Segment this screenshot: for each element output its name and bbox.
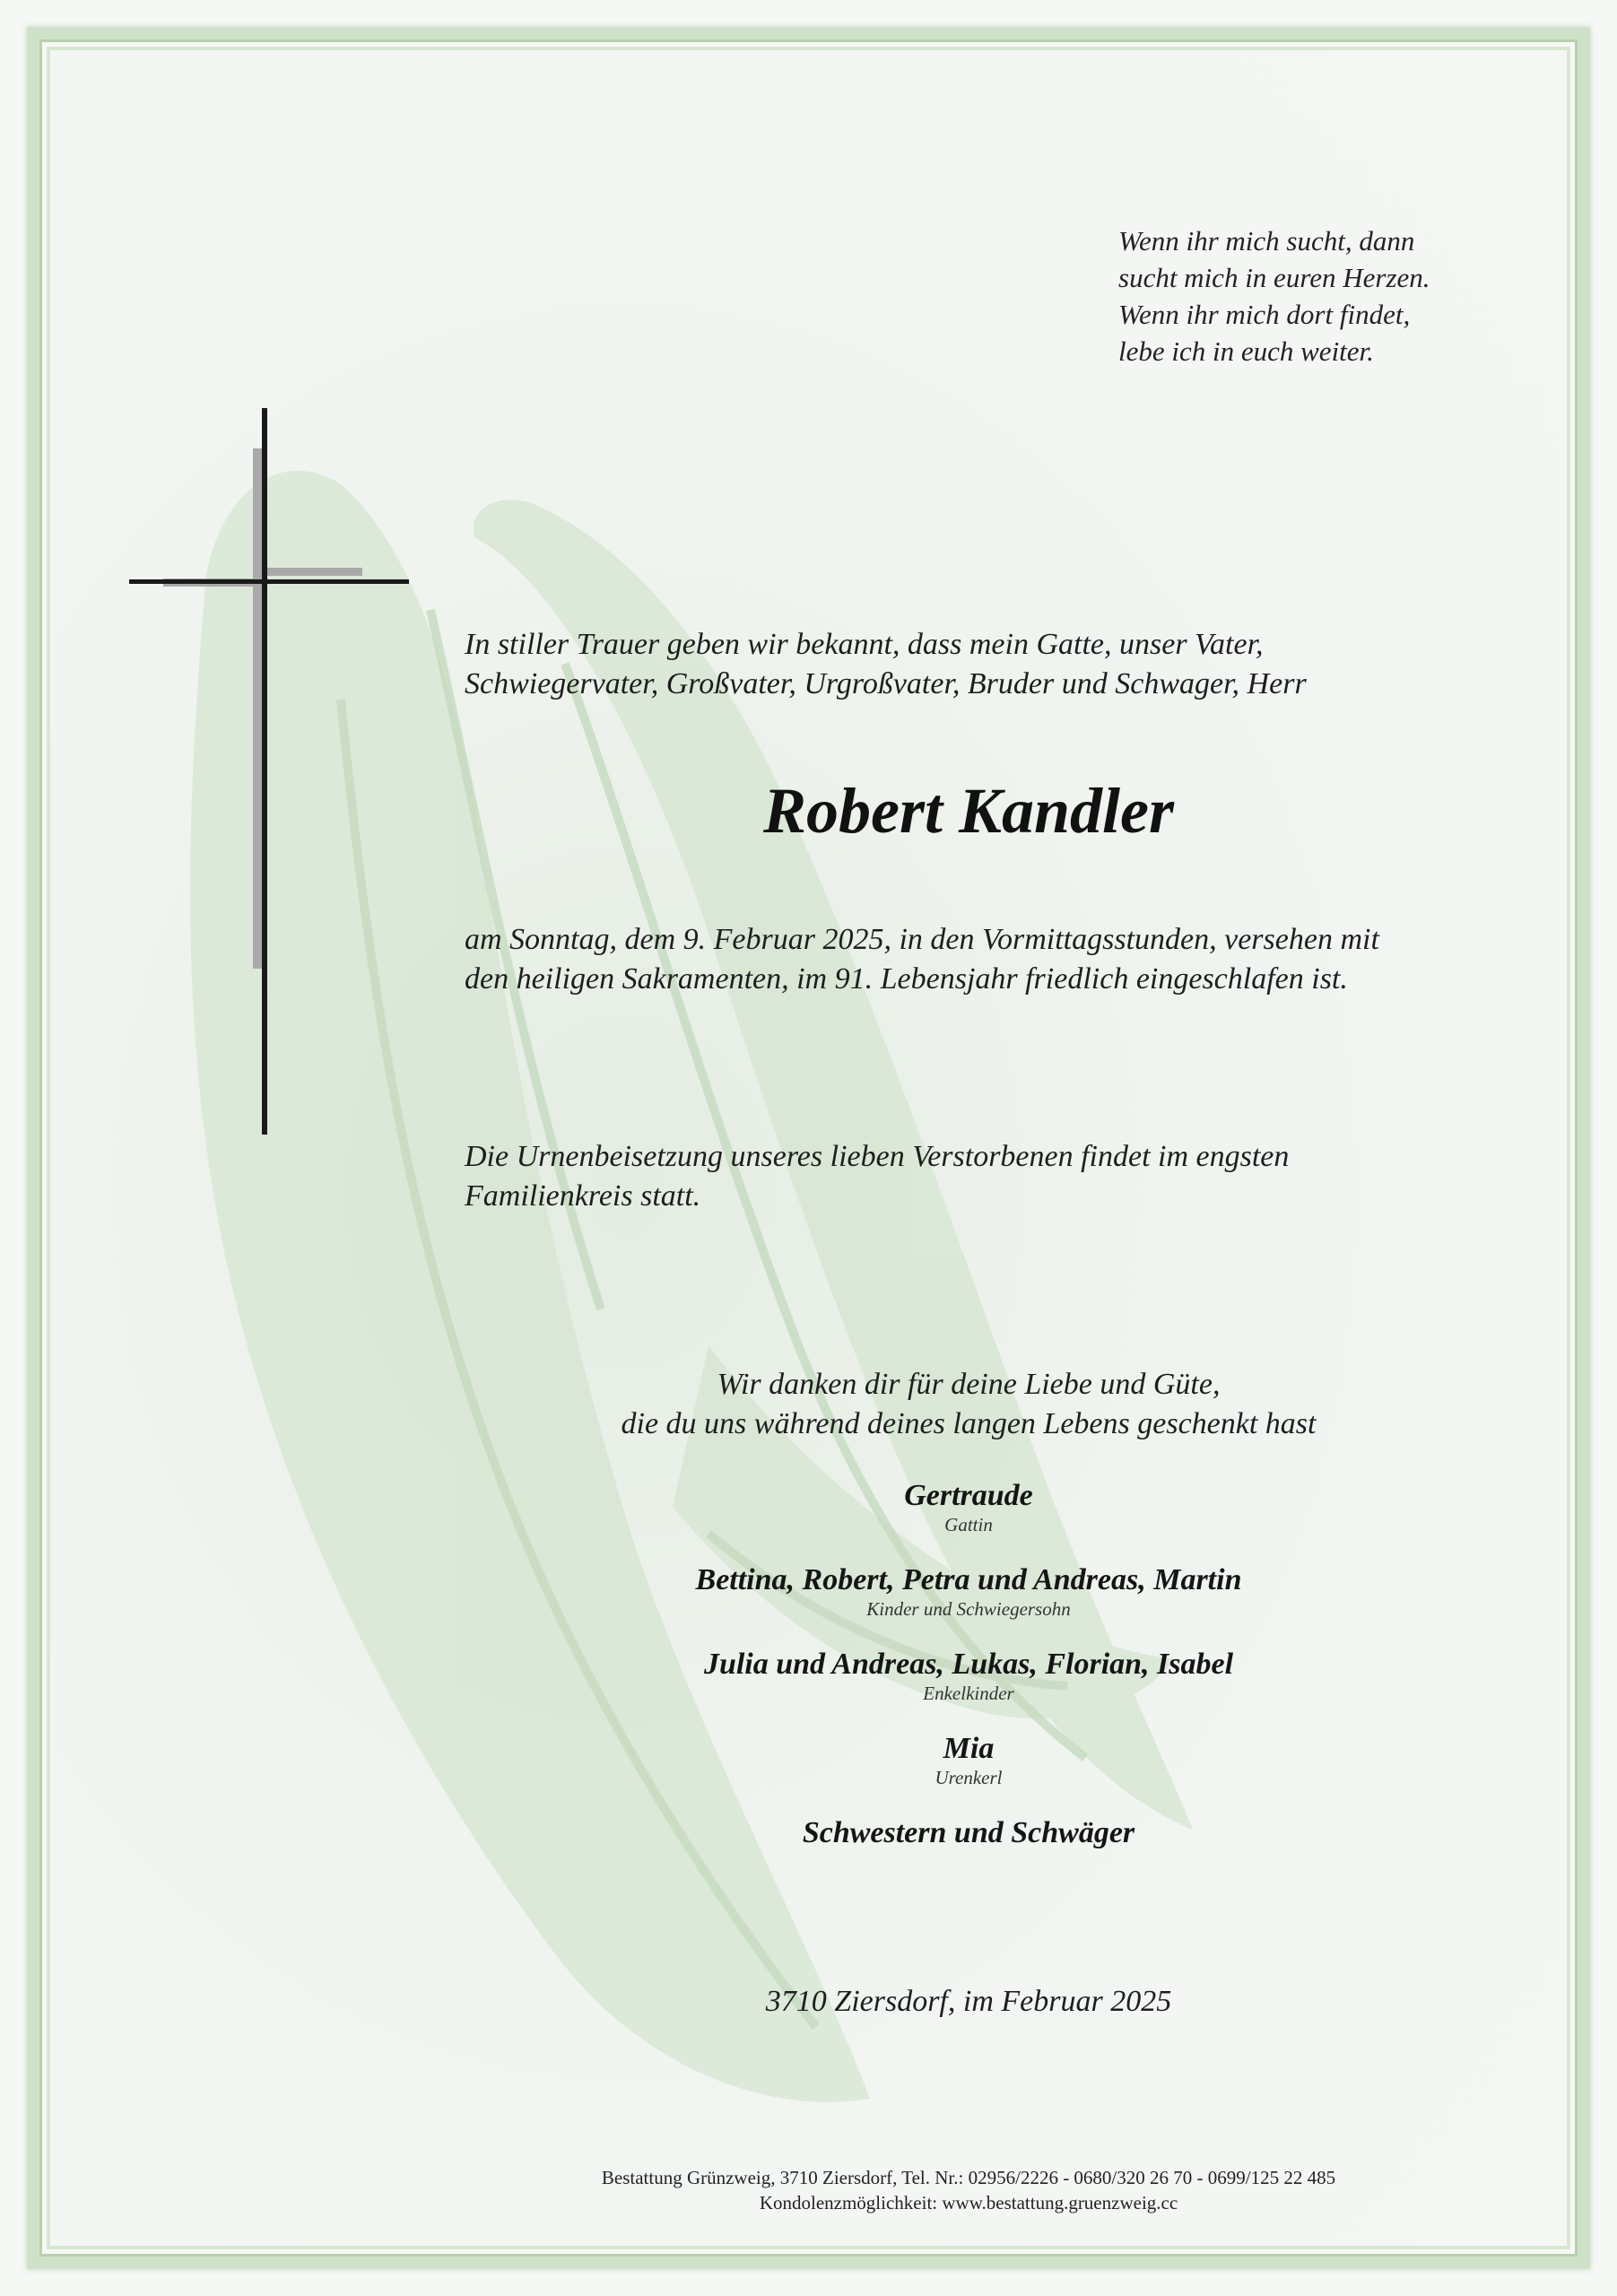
death-line: am Sonntag, dem 9. Februar 2025, in den Vormittagsstunden, versehen mit	[465, 923, 1379, 956]
mourners-list	[465, 1478, 1473, 1851]
deceased-name: Robert Kandler	[762, 775, 1175, 847]
funeral-home-footer	[377, 2165, 1560, 2215]
thanks-line: Wir danken dir für deine Liebe und Güte,	[717, 1368, 1221, 1401]
mourner-names: Bettina, Robert, Petra und Andreas, Martin	[695, 1563, 1242, 1596]
footer-contact: Bestattung Grünzweig, 3710 Ziersdorf, Tel. Nr.: 02956/2226 - 0680/320 26 70 - 0699/125 22 485	[601, 2167, 1336, 2188]
mourner-names: Mia	[943, 1732, 995, 1765]
mourner-relation: Enkelkinder	[923, 1683, 1014, 1704]
burial-line: Familienkreis statt.	[465, 1179, 701, 1213]
thanks-line: die du uns während deines langen Lebens geschenkt hast	[621, 1407, 1317, 1440]
mourner-names: Gertraude	[904, 1479, 1033, 1512]
intro-line: In stiller Trauer geben wir bekannt, dass mein Gatte, unser Vater,	[465, 628, 1264, 661]
verse-line: Wenn ihr mich dort findet,	[1118, 299, 1411, 330]
thanks-text	[465, 1365, 1473, 1444]
verse	[1118, 222, 1495, 370]
verse-line: sucht mich in euren Herzen.	[1118, 262, 1430, 293]
footer-condolence: Kondolenzmöglichkeit: www.bestattung.gruenzweig.cc	[759, 2192, 1178, 2213]
verse-line: lebe ich in euch weiter.	[1118, 335, 1374, 367]
death-notice	[465, 920, 1473, 999]
verse-line: Wenn ihr mich sucht, dann	[1118, 225, 1415, 257]
death-line: den heiligen Sakramenten, im 91. Lebensjahr friedlich eingeschlafen ist.	[465, 962, 1348, 996]
place-date: 3710 Ziersdorf, im Februar 2025	[765, 1985, 1172, 2018]
cross-icon	[126, 408, 413, 1144]
mourner-names: Julia und Andreas, Lukas, Florian, Isabel	[703, 1648, 1234, 1681]
mourner-names: Schwestern und Schwäger	[802, 1816, 1135, 1849]
announcement-intro	[465, 625, 1473, 704]
mourner-relation: Gattin	[944, 1514, 993, 1535]
burial-notice	[465, 1137, 1473, 1216]
burial-line: Die Urnenbeisetzung unseres lieben Verstorbenen findet im engsten	[465, 1140, 1290, 1173]
mourner-relation: Urenkerl	[935, 1767, 1003, 1788]
mourner-relation: Kinder und Schwiegersohn	[866, 1598, 1071, 1620]
intro-line: Schwiegervater, Großvater, Urgroßvater, Bruder und Schwager, Herr	[465, 667, 1307, 700]
